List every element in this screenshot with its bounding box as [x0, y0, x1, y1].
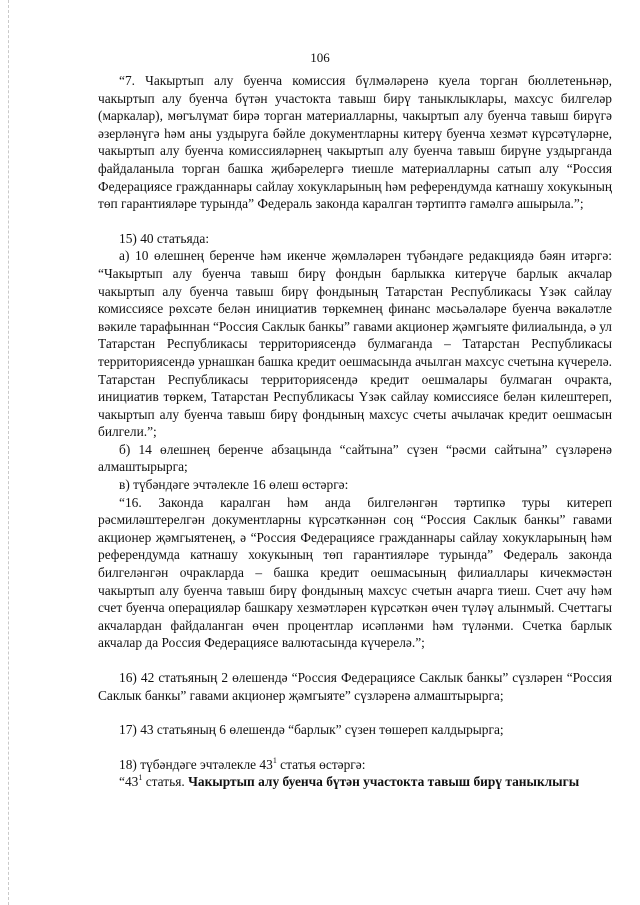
- paragraph-item-17: 17) 43 статьяның 6 өлешендә “барлык” сүзен төшереп калдырырга;: [119, 722, 504, 738]
- article-word: статья.: [142, 774, 189, 790]
- paragraph-40-b: б) 14 өлешнең беренче абзацында “сайтына” сүзен “рәсми сайтына” сүзләренә алмаштырырга;: [98, 441, 612, 475]
- document-body: [98, 72, 612, 791]
- paragraph-item-16: 16) 42 статьяның 2 өлешендә “Россия Федерациясе Саклык банкы” сүзләрен “Россия Саклык банкы” гавами акционер җәмгыяте” сүзләренә алмаштырырга;: [98, 670, 612, 703]
- paragraph-item-7-text: “7. Чакыртып алу буенча комиссия бүлмәләренә куела торган бюллетеньнәр, чакыртып алу буенча бүтән участокта тавыш бирү таныклыклары, махсус билгеләр (маркалар), мөгълүмат бирә торган материалларны, чакыртып алу буенча тавыш бирүгә әзерләнүгә һәм аны уздыруга бәйле документларны китерү буенча хезмәт күрсәтүләрне, чакыртып алу буенча комиссияләрнең чакыртып алу буенча тавыш бирүне уздырганда файдаланыла торган башка җибәрелергә тиешле материалларны сатып алу “Россия Федерациясе гражданнары сайлау хокукларының һәм референдумда катнашу хокукының төп гарантияләре турында” Федераль законда каралган тәртиптә гамәлгә ашырыла.”;: [98, 73, 612, 212]
- paragraph-40-v: в) түбәндәге эчтәлекле 16 өлеш өстәргә:: [119, 477, 349, 493]
- superscript-index: 1: [138, 773, 143, 783]
- paragraph-item-18: [98, 756, 612, 774]
- page-number: 106: [310, 50, 330, 65]
- article-title-bold: Чакыртып алу буенча бүтән участокта тавыш бирү таныклыгы: [188, 774, 580, 790]
- paragraph-item-18-suffix: статья өстәргә:: [276, 756, 366, 772]
- article-number-prefix: “43: [119, 774, 139, 790]
- paragraph-part-16-text: “16. Законда каралган һәм анда билгеләнгән тәртипкә туры китереп рәсмиләштерелгән документларны күрсәткәннән соң “Россия Саклык банкы” гавами акционер җәмгыятенең, ә “Россия Федерациясе гражданнары сайлау хокукларының һәм референдумда катнашу хокукының төп гарантияләре турында” Федераль законда билгеләнгән очракларда – башка кредит оешмасының филиаллары кичекмәстән чакыртып алу буенча тавыш бирү фондының махсус счетын ачарга тиеш. Счет ачу һәм счет буенча операцияләр башкару хезмәтләрен күрсәткән өчен түләү алынмый. Счеттагы акчалардан файдаланган өчен процентлар исәпләнми һәм түләнми. Счетка барлык акчалар да Россия Федерациясе валютасында күчерелә.”;: [98, 494, 612, 651]
- paragraph-item-18-prefix: 18) түбәндәге эчтәлекле 43: [119, 756, 273, 772]
- paragraph-article-43-1-title: [98, 773, 612, 791]
- paragraph-article-40-heading: 15) 40 статьяда:: [119, 230, 210, 246]
- scan-edge-line: [8, 0, 9, 905]
- paragraph-40-a: а) 10 өлешнең беренче һәм икенче җөмләләрен түбәндәге редакциядә бәян итәргә: “Чакыртып алу буенча тавыш бирү фондын барлыкка китерүче барлык акчалар чакыртып алу буенча тавыш бирү фондының Татарстан Республикасы Үзәк сайлау комиссиясе рөхсәте белән инициатив төркемнең финанс мәсьәләләре буенча вәкаләтле вәкиле тарафыннан “Россия Саклык банкы” гавами акционер җәмгыяте филиалында, ә ул Татарстан Республикасы территориясендә булмаганда – Татарстан Республикасы территориясендә урнашкан башка кредит оешмасында ачылган махсус счетына күчерелә. Татарстан Республикасы территориясендә кредит оешмалары булмаган очракта, инициатив төркем, Татарстан Республикасы Үзәк сайлау комиссиясе белән килештереп, чакыртып алу буенча тавыш бирү фондының махсус счеты ачылачак кредит оешмасын билгели.”;: [98, 248, 612, 440]
- superscript-index: 1: [272, 755, 277, 765]
